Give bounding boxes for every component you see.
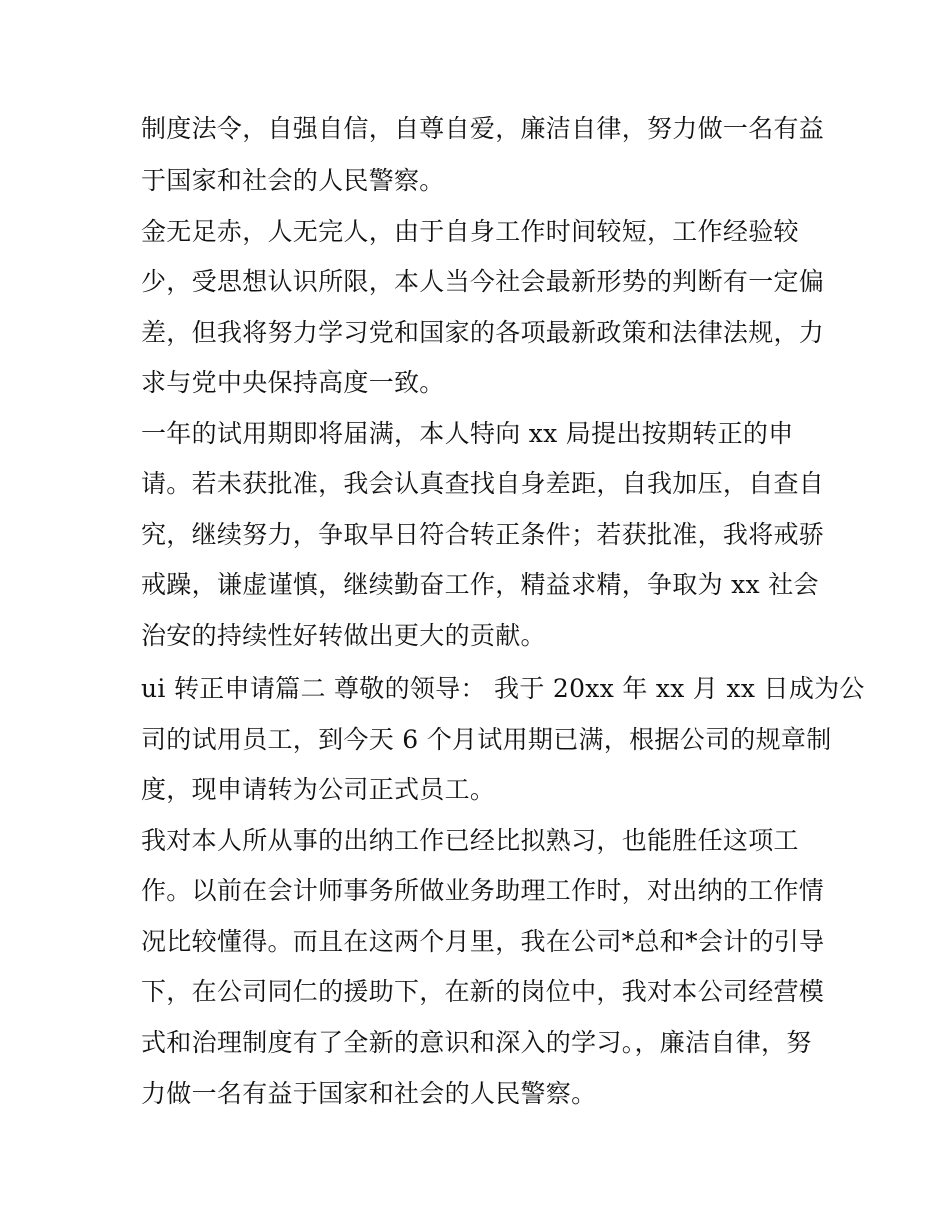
text-line: 请。若未获批准，我会认真查找自身差距，自我加压，自查自 — [141, 469, 825, 498]
text-line: 求与党中央保持高度一致。 — [141, 368, 445, 397]
text-line: 一年的试用期即将届满，本人特向 xx 局提出按期转正的申 — [141, 419, 794, 448]
text-line: 式和治理制度有了全新的意识和深入的学习。，廉洁自律，努 — [141, 1028, 812, 1057]
text-line: 下，在公司同仁的援助下，在新的岗位中，我对本公司经营模 — [141, 977, 825, 1006]
text-line: 金无足赤，人无完人，由于自身工作时间较短，工作经验较 — [141, 217, 799, 246]
text-line: 我对本人所从事的出纳工作已经比拟熟习，也能胜任这项工 — [141, 826, 799, 855]
text-line: 差，但我将努力学习党和国家的各项最新政策和法律法规，力 — [141, 318, 825, 347]
text-line: 力做一名有益于国家和社会的人民警察。 — [141, 1079, 597, 1108]
text-line: 治安的持续性好转做出更大的贡献。 — [141, 621, 546, 650]
text-line: 司的试用员工，到今天 6 个月试用期已满，根据公司的规章制 — [141, 725, 832, 754]
text-line: 究，继续努力，争取早日符合转正条件；若获批准，我将戒骄 — [141, 520, 825, 549]
text-line: 戒躁，谦虚谨慎，继续勤奋工作，精益求精，争取为 xx 社会 — [141, 570, 819, 599]
text-line: 于国家和社会的人民警察。 — [141, 166, 445, 195]
text-line: ui 转正申请篇二 尊敬的领导： 我于 20xx 年 xx 月 xx 日成为公 — [141, 674, 865, 703]
text-line: 少，受思想认识所限，本人当今社会最新形势的判断有一定偏 — [141, 267, 825, 296]
text-line: 度，现申请转为公司正式员工。 — [141, 775, 496, 804]
text-line: 制度法令，自强自信，自尊自爱，廉洁自律，努力做一名有益 — [141, 114, 825, 143]
text-line: 况比较懂得。而且在这两个月里，我在公司*总和*会计的引导 — [141, 927, 825, 956]
text-line: 作。以前在会计师事务所做业务助理工作时，对出纳的工作情 — [141, 876, 825, 905]
